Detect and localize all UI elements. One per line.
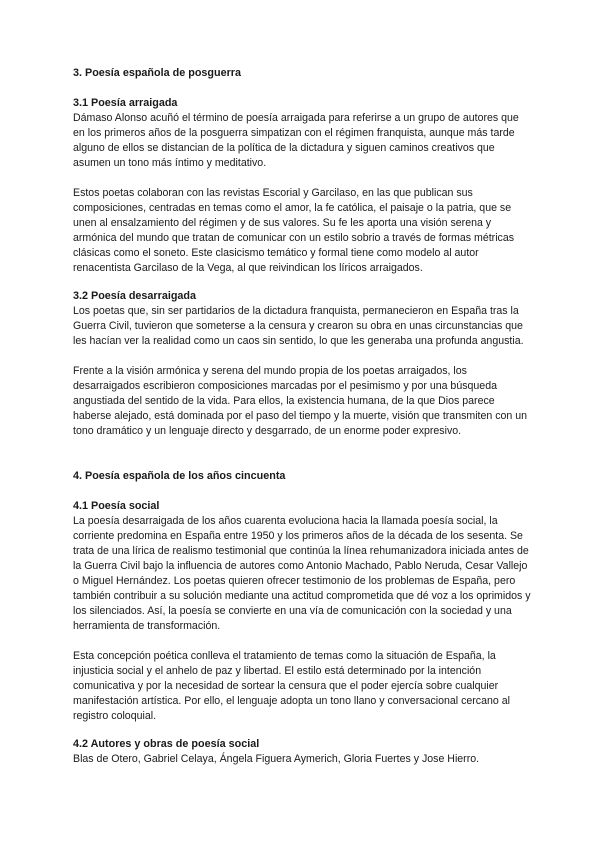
- subsection-title-4-2: 4.2 Autores y obras de poesía social: [73, 738, 260, 750]
- paragraph-3-1-a: Dámaso Alonso acuñó el término de poesía arraigada para referirse a un grupo de autores que en los primeros años de la posguerra simpatizan con el régimen franquista, aunque más tarde alguno de ellos se distancian de la política de la dictadura y siguen caminos creativos que asumen un tono más íntimo y meditativo.: [73, 112, 519, 169]
- authors-list: Blas de Otero, Gabriel Celaya, Ángela Figuera Aymerich, Gloria Fuertes y Jose Hierro.: [73, 753, 480, 765]
- subsection-title-3-1: 3.1 Poesía arraigada: [73, 97, 178, 109]
- document-page: [73, 66, 533, 767]
- section-title-4: 4. Poesía española de los años cincuenta: [73, 470, 286, 482]
- paragraph-4-1-a: La poesía desarraigada de los años cuarenta evoluciona hacia la llamada poesía social, la corriente predomina en España entre 1950 y los primeros años de la década de los sesenta. Se trata de una lírica de realismo testimonial que continúa la línea rehumanizadora iniciada antes de la Guerra Civil bajo la influencia de autores como Antonio Machado, Pablo Neruda, Cesar Vallejo o Miguel Hernández. Los poetas quieren ofrecer testimonio de los problemas de España, pero también contribuir a su solución mediante una actitud comprometida que dé voz a los oprimidos y los silenciados. Así, la poesía se convierte en una vía de comunicación con la sociedad y una herramienta de transformación.: [73, 515, 531, 632]
- section-title-3: 3. Poesía española de posguerra: [73, 67, 242, 79]
- paragraph-3-1-b: Estos poetas colaboran con las revistas Escorial y Garcilaso, en las que publican sus composiciones, centradas en temas como el amor, la fe católica, el paisaje o la patria, que se unen al ensalzamiento del régimen y de sus valores. Su fe les aporta una visión serena y armónica del mundo que tratan de comunicar con un estilo sobrio a través de formas métricas clásicas como el soneto. Este clasicismo temático y formal tiene como modelo al autor renacentista Garcilaso de la Vega, al que reivindican los líricos arraigados.: [73, 187, 515, 274]
- paragraph-4-1-b: Esta concepción poética conlleva el tratamiento de temas como la situación de España, la injusticia social y el anhelo de paz y libertad. El estilo está determinado por la intención comunicativa y por la necesidad de sortear la censura que el poder ejercía sobre cualquier manifestación artística. Por ello, el lenguaje adopta un tono llano y conversacional cercano al registro coloquial.: [73, 650, 510, 722]
- paragraph-3-2-b: Frente a la visión armónica y serena del mundo propia de los poetas arraigados, los desarraigados escribieron composiciones marcadas por el pesimismo y por una búsqueda angustiada del sentido de la vida. Para ellos, la existencia humana, de la que Dios parece haberse alejado, está dominada por el paso del tiempo y la muerte, visión que transmiten con un tono dramático y un lenguaje directo y desgarrado, de un enorme poder expresivo.: [73, 365, 528, 437]
- subsection-title-4-1: 4.1 Poesía social: [73, 500, 160, 512]
- subsection-title-3-2: 3.2 Poesía desarraigada: [73, 290, 197, 302]
- paragraph-3-2-a: Los poetas que, sin ser partidarios de la dictadura franquista, permanecieron en España tras la Guerra Civil, tuvieron que someterse a la censura y crearon su obra en unas circunstancias que les hacían ver la realidad como un caos sin sentido, lo que les generaba una profunda angustia.: [73, 305, 524, 347]
